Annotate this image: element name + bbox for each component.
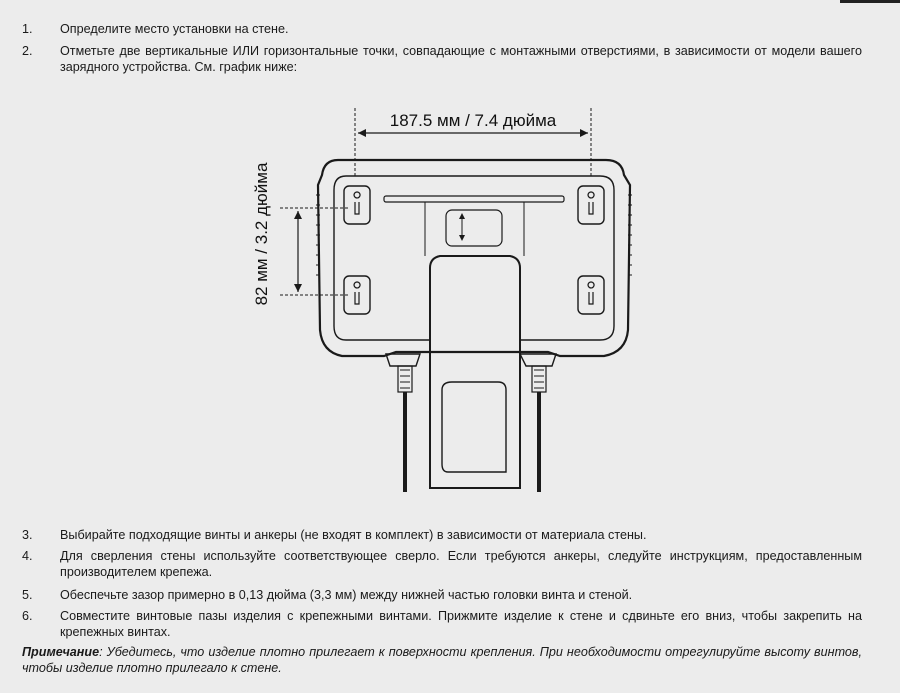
arrowhead-down — [294, 284, 302, 292]
note-label: Примечание — [22, 645, 100, 659]
step-4 — [22, 548, 862, 580]
right-connector-rings — [534, 370, 544, 388]
arrowhead-right — [580, 129, 588, 137]
charger-body-outline — [318, 160, 630, 356]
note-text: : Убедитесь, что изделие плотно прилегает к поверхности крепления. При необходимости отрегулируйте высоту винтов, чтобы изделие плотно прилегало к стене. — [22, 645, 862, 675]
step-text: Для сверления стены используйте соответствующее сверло. Если требуются анкеры, следуйте инструкциям, предоставленным производителем крепежа. — [60, 549, 862, 579]
note-paragraph — [22, 644, 862, 676]
step-text: Определите место установки на стене. — [60, 22, 289, 36]
step-number: 6. — [22, 609, 33, 623]
step-number: 5. — [22, 588, 33, 602]
left-connector-rings — [400, 370, 410, 388]
left-connector-nut — [386, 354, 420, 366]
step-text: Обеспечьте зазор примерно в 0,13 дюйма (3,3 мм) между нижней частью головки винта и стеной. — [60, 588, 633, 602]
keyhole-top-right — [588, 192, 594, 214]
step-number: 1. — [22, 22, 33, 36]
top-slot — [384, 196, 564, 202]
arrowhead-up — [294, 211, 302, 219]
keyhole-top-left — [354, 192, 360, 214]
step-text: Выбирайте подходящие винты и анкеры (не входят в комплект) в зависимости от материала стены. — [60, 528, 647, 542]
step-number: 4. — [22, 549, 33, 563]
vertical-dimension-label: 82 мм / 3.2 дюйма — [252, 162, 271, 306]
charger-body-inner — [334, 176, 614, 340]
step-3 — [22, 527, 862, 543]
holster-window — [442, 382, 506, 472]
step-6 — [22, 608, 862, 640]
step-text: Совместите винтовые пазы изделия с крепежными винтами. Прижмите изделие к стене и сдвиньте его вниз, чтобы закрепить на крепежных винтах. — [60, 609, 862, 639]
center-recess — [446, 210, 502, 246]
right-connector-nut — [520, 354, 556, 366]
horizontal-dimension-label: 187.5 мм / 7.4 дюйма — [389, 111, 557, 130]
step-5 — [22, 587, 862, 603]
center-arrowhead-up — [459, 213, 465, 219]
step-text: Отметьте две вертикальные ИЛИ горизонтальные точки, совпадающие с монтажными отверстиями, в зависимости от модели вашего зарядного устройства. См. график ниже: — [60, 44, 862, 74]
step-number: 3. — [22, 528, 33, 542]
step-number: 2. — [22, 44, 33, 58]
keyhole-bottom-right — [588, 282, 594, 304]
arrowhead-left — [358, 129, 366, 137]
keyhole-bottom-left — [354, 282, 360, 304]
center-arrowhead-down — [459, 235, 465, 241]
